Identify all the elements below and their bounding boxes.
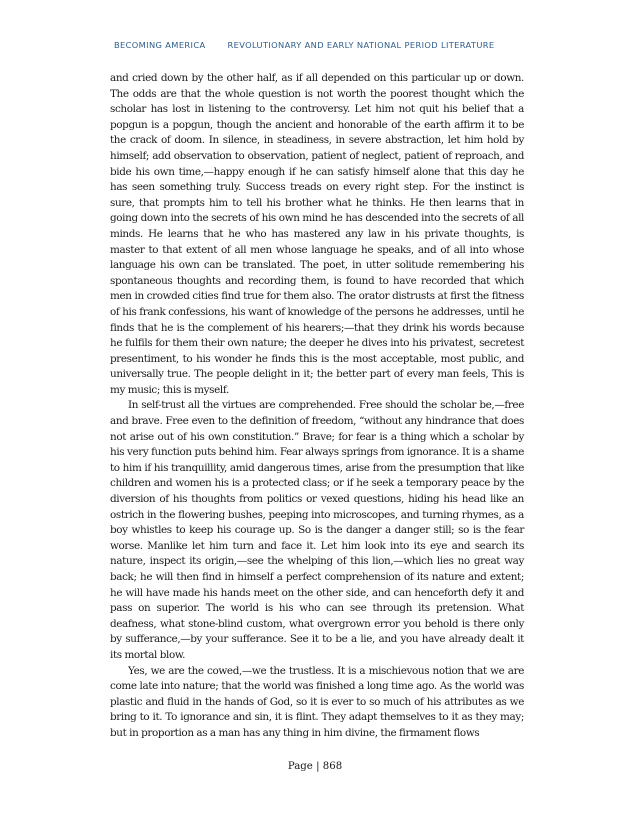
paragraph-1: and cried down by the other half, as if all depended on this particular up or down. The odds are that the whole question is not worth the poorest thought which the scholar has lost in listening to the controversy. Let him not quit his belief that a popgun is a popgun, though the ancient and honorable of the earth affirm it to be the crack of doom. In silence, in steadiness, in severe abstraction, let him hold by himself; add observation to observation, patient of neglect, patient of reproach, and bide his own time,—happy enough if he can satisfy himself alone that this day he has seen something truly. Success treads on every right step. For the instinct is sure, that prompts him to tell his brother what he thinks. He then learns that in going down into the secrets of his own mind he has descended into the secrets of all minds. He learns that he who has mastered any law in his private thoughts, is master to that extent of all men whose language he speaks, and of all into whose language his own can be translated. The poet, in utter solitude remembering his spontaneous thoughts and recording them, is found to have recorded that which men in crowded cities find true for them also. The orator distrusts at first the fitness of his frank confessions, his want of knowledge of the persons he addresses, until he finds that he is the complement of his hearers;—that they drink his words because he fulfils for them their own nature; the deeper he dives into his privatest, secretest presentiment, to his wonder he finds this is the most acceptable, most public, and universally true. The people delight in it; the better part of every man feels, This is my music; this is myself. — [110, 72, 524, 396]
paragraph-2: In self-trust all the virtues are comprehended. Free should the scholar be,—free and brave. Free even to the definition of freedom, “without any hindrance that does not arise out of his own constitution.” Brave; for fear is a thing which a scholar by his very function puts behind him. Fear always springs from ignorance. It is a shame to him if his tranquillity, amid dangerous times, arise from the presumption that like children and women his is a protected class; or if he seek a temporary peace by the diversion of his thoughts from politics or vexed questions, hiding his head like an ostrich in the flowering bushes, peeping into microscopes, and turning rhymes, as a boy whistles to keep his courage up. So is the danger a danger still; so is the fear worse. Manlike let him turn and face it. Let him look into its eye and search its nature, inspect its origin,—see the whelping of this lion,—which lies no great way back; he will then find in himself a perfect comprehension of its nature and extent; he will have made his hands meet on the other side, and can henceforth defy it and pass on superior. The world is his who can see through its pretension. What deafness, what stone-blind custom, what overgrown error you behold is there only by sufferance,—by your sufferance. See it to be a lie, and you have already dealt it its mortal blow. — [110, 399, 524, 661]
header-book-title: BECOMING AMERICA — [114, 40, 206, 50]
page-body — [110, 71, 524, 742]
paragraph-3: Yes, we are the cowed,—we the trustless. It is a mischievous notion that we are come late into nature; that the world was finished a long time ago. As the world was plastic and fluid in the hands of God, so it is ever to so much of his attributes as we bring to it. To ignorance and sin, it is flint. They adapt themselves to it as they may; but in proportion as a man has any thing in him divine, the firmament flows — [110, 664, 524, 739]
page-number: Page | 868 — [287, 761, 343, 772]
running-header — [114, 40, 534, 50]
header-section-title: REVOLUTIONARY AND EARLY NATIONAL PERIOD LITERATURE — [227, 40, 495, 50]
